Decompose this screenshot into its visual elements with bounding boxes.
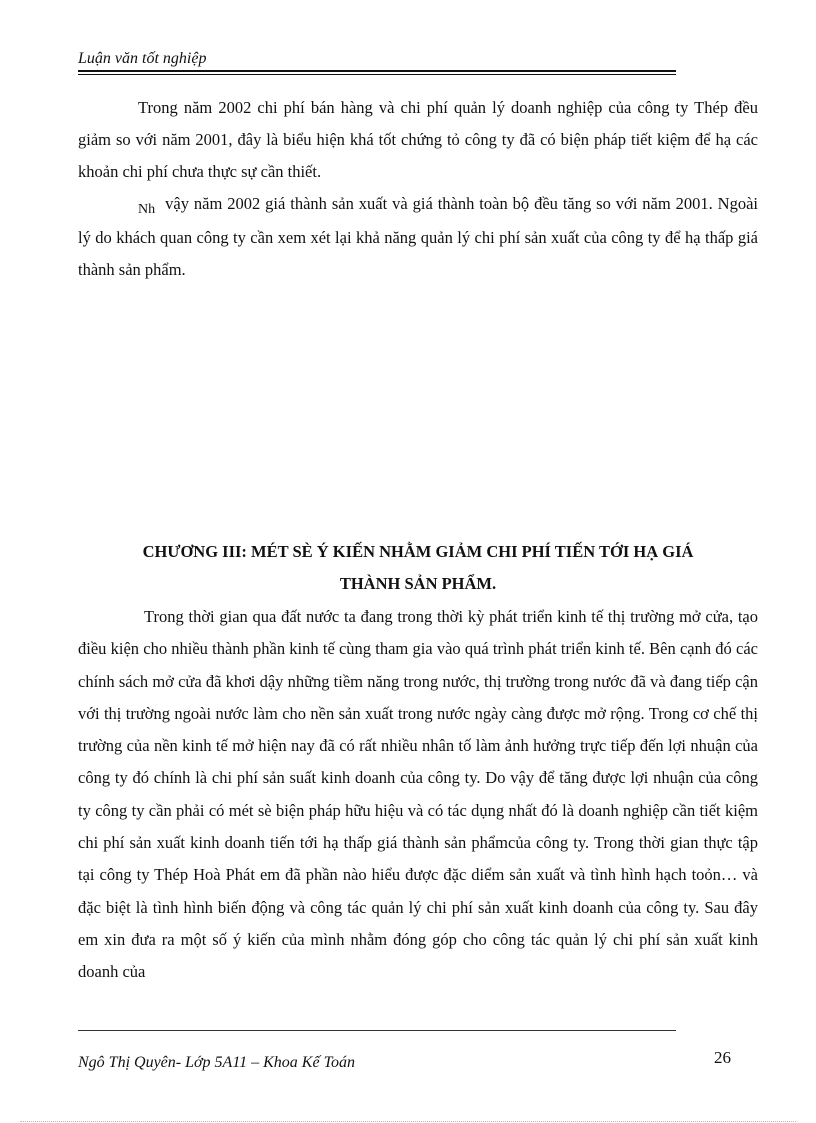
header-rule bbox=[78, 70, 676, 72]
bottom-dotted-border bbox=[20, 1121, 796, 1122]
footer-rule bbox=[78, 1030, 676, 1031]
footer-author: Ngô Thị Quyên- Lớp 5A11 – Khoa Kế Toán bbox=[78, 1054, 355, 1071]
running-header-title: Luận văn tốt nghiệp bbox=[78, 50, 207, 67]
paragraph-3: Trong thời gian qua đất nước ta đang trong thời kỳ phát triển kinh tế thị trường mở cửa, tạo điều kiện cho nhiều thành phần kinh tế cùng tham gia vào quá trình phát triển kinh tế. Bên cạnh đó các chính sách mở cửa đã khơi dậy những tiềm năng trong nước, thị trường trong nước đã và đang tiếp cận với thị trường ngoài nước làm cho nền sản xuất trong nước ngày càng được mở rộng. Trong cơ chế thị trường của nền kinh tế mở hiện nay đã có rất nhiều nhân tố làm ảnh hưởng trực tiếp đến lợi nhuận của công ty đó chính là chi phí sản suất kinh doanh của công ty. Do vậy để tăng được lợi nhuận của công ty công ty cần phải có mét sè biện pháp hữu hiệu và có tác dụng nhất đó là doanh nghiệp cần tiết kiệm chi phí sản xuất kinh doanh tiến tới hạ thấp giá thành sản phẩmcủa công ty. Trong thời gian thực tập tại công ty Thép Hoà Phát em đã phần nào hiểu được đặc diểm sản xuất và tình hình hạch toỏn… và đặc biệt là tình hình biến động và công tác quản lý chi phí sản xuất kinh doanh của công ty. Sau đây em xin đưa ra một số ý kiến của mình nhằm đóng góp cho công tác quản lý chi phí sản xuất kinh doanh của bbox=[78, 607, 758, 982]
header-rule-thin bbox=[78, 74, 676, 75]
paragraph-1: Trong năm 2002 chi phí bán hàng và chi phí quản lý doanh nghiệp của công ty Thép đều giảm so với năm 2001, đây là biểu hiện khá tốt chứng tỏ công ty đã có biện pháp tiết kiệm để hạ các khoản chi phí chưa thực sự cần thiết. bbox=[78, 98, 758, 181]
paragraph-2-prefix: Nh bbox=[138, 202, 156, 217]
chapter-title-line-1: CHƯƠNG III: MÉT SÈ Ý KIẾN NHẰM GIẢM CHI PHÍ TIẾN TỚI HẠ GIÁ bbox=[142, 542, 694, 561]
page-number: 26 bbox=[714, 1048, 731, 1067]
chapter-title-line-2: THÀNH SẢN PHẨM. bbox=[339, 574, 497, 593]
paragraph-2 bbox=[78, 188, 758, 286]
chapter-title bbox=[78, 536, 758, 600]
paragraph-2-text: vậy năm 2002 giá thành sản xuất và giá thành toàn bộ đều tăng so với năm 2001. Ngoài lý do khách quan công ty cần xem xét lại khả năng quản lý chi phí sản xuất của công ty để hạ thấp giá thành sản phẩm. bbox=[78, 194, 758, 279]
